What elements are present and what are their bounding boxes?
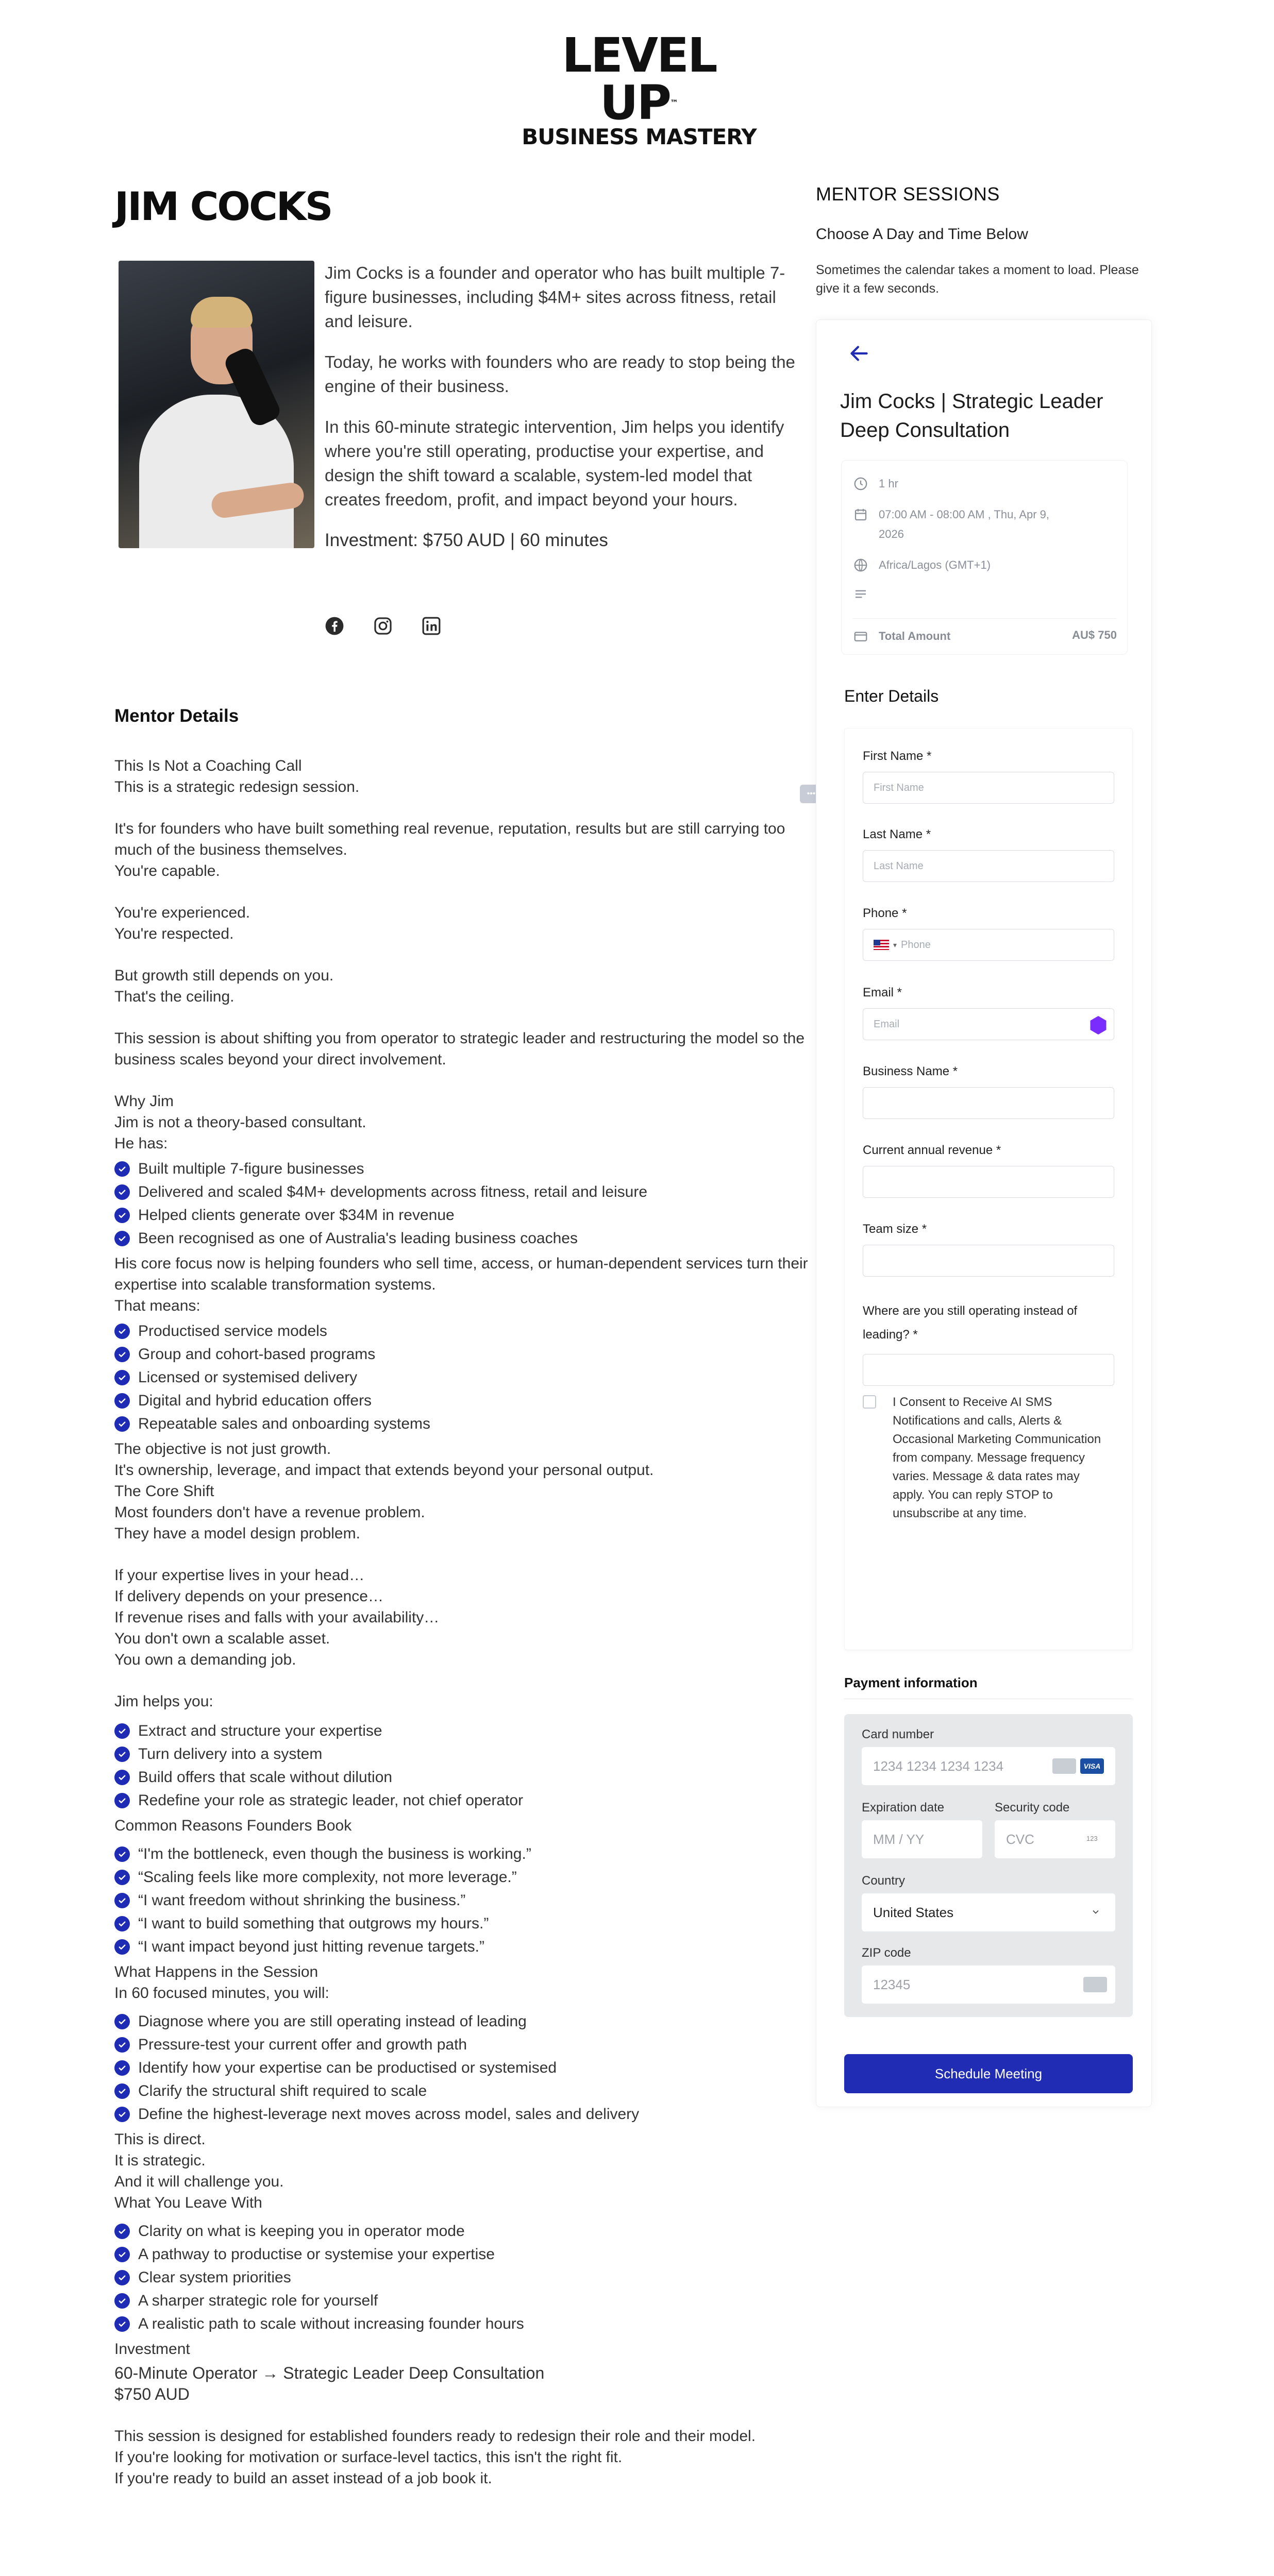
instagram-icon[interactable]	[373, 616, 393, 636]
investment-line: Investment: $750 AUD | 60 minutes	[325, 530, 608, 550]
email-input[interactable]	[863, 1008, 1114, 1040]
list-item	[114, 1180, 815, 1204]
list-item-text: “I want to build something that outgrows my hours.”	[138, 1915, 489, 1932]
revenue-field	[863, 1142, 1114, 1198]
list-item	[114, 1157, 815, 1180]
check-circle-icon	[114, 2247, 130, 2262]
details-paragraph: His core focus now is helping founders who sell time, access, or human-dependent services turn their expertise into scalable transformation systems. That means:	[114, 1255, 808, 1314]
check-circle-icon	[114, 2107, 130, 2122]
list-item-text: “Scaling feels like more complexity, not more leverage.”	[138, 1869, 517, 1886]
check-list	[114, 1719, 815, 1812]
list-item-text: Build offers that scale without dilution	[138, 1769, 393, 1786]
mentor-socials	[325, 616, 441, 636]
bio-paragraph: In this 60-minute strategic intervention, Jim helps you identify where you're still operating, productise your expertise, and design the shift toward a scalable, system-led model that creates freedom, profit, and impact beyond your hours.	[325, 417, 784, 509]
list-item-text: “I want freedom without shrinking the business.”	[138, 1892, 466, 1909]
card-number-placeholder: 1234 1234 1234 1234	[873, 1758, 1004, 1774]
check-circle-icon	[114, 1870, 130, 1885]
list-item	[114, 2312, 815, 2335]
last-name-field	[863, 826, 1114, 882]
revenue-label: Current annual revenue *	[863, 1143, 1001, 1157]
details-paragraph: Common Reasons Founders Book	[114, 1817, 352, 1834]
check-circle-icon	[114, 1416, 130, 1432]
details-paragraph: Jim helps you:	[114, 1693, 213, 1710]
check-circle-icon	[114, 1747, 130, 1762]
details-paragraph: You're experienced. You're respected.	[114, 904, 250, 942]
first-name-label: First Name *	[863, 749, 932, 763]
list-item-text: Been recognised as one of Australia's leading business coaches	[138, 1230, 578, 1247]
check-circle-icon	[114, 2293, 130, 2309]
check-circle-icon	[114, 1393, 130, 1409]
mentor-details	[114, 755, 815, 2510]
check-circle-icon	[114, 1770, 130, 1785]
list-item-text: Extract and structure your expertise	[138, 1722, 382, 1739]
list-item	[114, 1227, 815, 1250]
list-item	[114, 1742, 815, 1766]
email-field	[863, 985, 1114, 1040]
details-paragraph: Investment	[114, 2341, 190, 2358]
enter-details-title: Enter Details	[844, 687, 939, 705]
check-circle-icon	[114, 2316, 130, 2332]
check-circle-icon	[114, 2060, 130, 2076]
list-item	[114, 2266, 815, 2289]
list-item	[114, 2010, 815, 2033]
country-select[interactable]	[862, 1893, 1115, 1931]
list-item-text: Delivered and scaled $4M+ developments across fitness, retail and leisure	[138, 1183, 648, 1200]
visa-card-icon: VISA	[1080, 1758, 1104, 1774]
duration-text: 1 hr	[879, 477, 898, 490]
list-item	[114, 2289, 815, 2312]
menu-lines-icon	[853, 586, 868, 602]
details-paragraph: The objective is not just growth. It's ownership, leverage, and impact that extends beyond your personal output. The Core Shift Most founders don't have a revenue problem. They have a model design problem.	[114, 1440, 654, 1542]
list-item-text: “I'm the bottleneck, even though the business is working.”	[138, 1845, 531, 1862]
logo-tagline: BUSINESS MASTERY	[522, 124, 757, 149]
check-circle-icon	[114, 1939, 130, 1955]
card-icon	[853, 629, 868, 644]
consent-checkbox[interactable]	[863, 1395, 876, 1409]
list-item-text: A sharper strategic role for yourself	[138, 2292, 378, 2309]
list-item	[114, 2056, 815, 2079]
event-title: Jim Cocks | Strategic Leader Deep Consultation	[840, 390, 1103, 442]
check-circle-icon	[114, 1916, 130, 1931]
list-item	[114, 1319, 815, 1343]
booking-widget	[816, 319, 1152, 2107]
expiration-input[interactable]: MM / YY	[862, 1820, 982, 1858]
list-item-text: Built multiple 7-figure businesses	[138, 1160, 364, 1177]
generic-card-icon	[1052, 1758, 1076, 1774]
list-item-text: Turn delivery into a system	[138, 1745, 323, 1762]
chevron-down-icon[interactable]: ▾	[893, 940, 897, 949]
list-item-text: Digital and hybrid education offers	[138, 1392, 372, 1409]
details-paragraph: Why Jim Jim is not a theory-based consultant. He has:	[114, 1093, 366, 1152]
list-item	[114, 1719, 815, 1742]
last-name-label: Last Name *	[863, 827, 931, 841]
list-item	[114, 2033, 815, 2056]
list-item	[114, 1889, 815, 1912]
security-code-label: Security code	[995, 1801, 1070, 1815]
sessions-subtitle: Choose A Day and Time Below	[816, 226, 1028, 243]
list-item	[114, 1204, 815, 1227]
first-name-input[interactable]: First Name	[863, 772, 1114, 804]
team-size-label: Team size *	[863, 1222, 927, 1236]
mentor-details-title: Mentor Details	[114, 706, 239, 726]
details-paragraph: This session is about shifting you from operator to strategic leader and restructuring the model so the business scales beyond your direct involvement.	[114, 1030, 805, 1068]
list-item	[114, 1366, 815, 1389]
schedule-meeting-button[interactable]: Schedule Meeting	[844, 2054, 1133, 2093]
first-name-field	[863, 748, 1114, 804]
clock-icon	[853, 476, 868, 492]
security-code-input[interactable]	[995, 1820, 1115, 1858]
more-icon[interactable]: •••	[800, 785, 823, 803]
sessions-note: Sometimes the calendar takes a moment to load. Please give it a few seconds.	[816, 263, 1139, 296]
list-item-text: “I want impact beyond just hitting revenue targets.”	[138, 1938, 485, 1955]
duration-row	[853, 474, 898, 494]
brand-logo[interactable]	[515, 28, 763, 149]
cvc-placeholder: CVC	[1006, 1831, 1034, 1847]
list-item	[114, 2103, 815, 2126]
list-item-text: Pressure-test your current offer and growth path	[138, 2036, 467, 2053]
list-item	[114, 2243, 815, 2266]
phone-input[interactable]	[863, 929, 1114, 961]
check-circle-icon	[114, 1370, 130, 1385]
list-item-text: A pathway to productise or systemise your expertise	[138, 2246, 495, 2263]
details-paragraph: But growth still depends on you. That's the ceiling.	[114, 967, 334, 1005]
details-paragraph: If your expertise lives in your head… If delivery depends on your presence… If revenue rises and falls with your availability… You don't own a scalable asset. You own a demanding job.	[114, 1567, 440, 1668]
check-list	[114, 1157, 815, 1250]
chevron-down-icon	[1091, 1907, 1101, 1917]
business-name-field	[863, 1063, 1114, 1119]
check-circle-icon	[114, 1324, 130, 1339]
phone-label: Phone *	[863, 906, 907, 920]
back-arrow-icon[interactable]	[846, 341, 872, 366]
list-item-text: A realistic path to scale without increasing founder hours	[138, 2315, 524, 2332]
email-placeholder: Email	[874, 1018, 900, 1030]
operating-field	[863, 1299, 1114, 1386]
list-item	[114, 1412, 815, 1435]
phone-field	[863, 905, 1114, 961]
bio-paragraph: Today, he works with founders who are ready to stop being the engine of their business.	[325, 352, 795, 396]
check-list	[114, 1319, 815, 1435]
zip-input[interactable]	[862, 1965, 1115, 2004]
timezone-text: Africa/Lagos (GMT+1)	[879, 558, 991, 571]
list-item-text: Helped clients generate over $34M in revenue	[138, 1207, 455, 1224]
operating-input[interactable]	[863, 1354, 1114, 1386]
list-item-text: Productised service models	[138, 1323, 327, 1340]
check-circle-icon	[114, 1184, 130, 1200]
total-label: Total Amount	[879, 630, 951, 642]
list-item-text: Repeatable sales and onboarding systems	[138, 1415, 431, 1432]
zip-label: ZIP code	[862, 1946, 911, 1960]
datetime-text: 07:00 AM - 08:00 AM , Thu, Apr 9, 2026	[879, 508, 1050, 540]
country-label: Country	[862, 1874, 906, 1888]
us-flag-icon[interactable]	[874, 940, 889, 950]
business-name-label: Business Name *	[863, 1064, 958, 1078]
country-value: United States	[873, 1904, 954, 1920]
check-circle-icon	[114, 1208, 130, 1223]
list-item-text: Clarity on what is keeping you in operator mode	[138, 2223, 465, 2240]
list-item	[114, 1842, 815, 1866]
details-paragraph: This is direct. It is strategic. And it will challenge you. What You Leave With	[114, 2131, 284, 2211]
details-paragraph: 60-Minute Operator → Strategic Leader Deep Consultation $750 AUD	[114, 2364, 545, 2403]
revenue-input[interactable]	[863, 1166, 1114, 1198]
total-row	[853, 629, 1117, 644]
list-item-text: Clarify the structural shift required to scale	[138, 2082, 427, 2099]
check-circle-icon	[114, 1231, 130, 1246]
list-item	[114, 2219, 815, 2243]
sms-consent	[863, 1393, 1109, 1523]
booking-summary	[841, 460, 1128, 655]
list-item	[114, 1343, 815, 1366]
list-item	[114, 1935, 815, 1958]
last-name-input[interactable]: Last Name	[863, 850, 1114, 882]
consent-text: I Consent to Receive AI SMS Notifications and calls, Alerts & Occasional Marketing Communication from company. Message frequency varies. Message & data rates may apply. You can reply STOP to unsubscribe at any time.	[893, 1395, 1101, 1520]
autofill-card-icon	[1083, 1977, 1107, 1992]
check-circle-icon	[114, 2083, 130, 2099]
details-paragraph: What Happens in the Session In 60 focused minutes, you will:	[114, 1963, 329, 2002]
mentor-section	[114, 183, 815, 565]
total-value: AU$ 750	[1072, 629, 1117, 641]
bio-text	[325, 261, 799, 552]
team-size-field	[863, 1221, 1114, 1277]
card-number-input[interactable]	[862, 1747, 1115, 1785]
mentor-name: JIM COCKS	[114, 183, 332, 229]
list-item-text: Clear system priorities	[138, 2269, 291, 2286]
notes-row	[853, 584, 879, 602]
list-item-text: Define the highest-leverage next moves across model, sales and delivery	[138, 2106, 640, 2123]
zip-placeholder: 12345	[873, 1976, 911, 1992]
payment-form	[844, 1714, 1133, 2017]
business-name-input[interactable]	[863, 1087, 1114, 1119]
globe-icon	[853, 557, 868, 573]
list-item	[114, 1789, 815, 1812]
check-circle-icon	[114, 2014, 130, 2029]
facebook-icon[interactable]	[325, 616, 344, 636]
operating-label: Where are you still operating instead of leading? *	[863, 1304, 1078, 1342]
cvc-card-icon: 123	[1086, 1835, 1098, 1842]
list-item-text: Identify how your expertise can be productised or systemised	[138, 2059, 557, 2076]
sessions-title: MENTOR SESSIONS	[816, 183, 1000, 205]
sessions-section	[816, 183, 1156, 298]
list-item	[114, 2079, 815, 2103]
check-circle-icon	[114, 2224, 130, 2239]
list-item-text: Group and cohort-based programs	[138, 1346, 376, 1363]
check-circle-icon	[114, 2270, 130, 2285]
check-circle-icon	[114, 1347, 130, 1362]
linkedin-icon[interactable]	[422, 616, 441, 636]
check-circle-icon	[114, 1161, 130, 1177]
calendar-icon	[853, 507, 868, 522]
expiration-label: Expiration date	[862, 1801, 945, 1815]
list-item	[114, 1766, 815, 1789]
phone-placeholder: Phone	[901, 939, 931, 951]
list-item	[114, 1912, 815, 1935]
mentor-bio	[114, 261, 815, 565]
payment-title: Payment information	[844, 1675, 978, 1690]
check-list	[114, 2219, 815, 2335]
details-paragraph: It's for founders who have built something real revenue, reputation, results but are still carrying too much of the business themselves. You're capable.	[114, 820, 785, 879]
details-paragraph: This session is designed for established founders ready to redesign their role and their model. If you're looking for motivation or surface-level tactics, this isn't the right fit. If you're ready to build an asset instead of a job book it.	[114, 2428, 756, 2487]
check-list	[114, 2010, 815, 2126]
list-item-text: Licensed or systemised delivery	[138, 1369, 358, 1386]
check-list	[114, 1842, 815, 1958]
check-circle-icon	[114, 1846, 130, 1862]
check-circle-icon	[114, 1723, 130, 1739]
list-item	[114, 1866, 815, 1889]
check-circle-icon	[114, 2037, 130, 2053]
autofill-icon[interactable]	[1089, 1016, 1108, 1035]
card-number-label: Card number	[862, 1727, 934, 1741]
email-label: Email *	[863, 986, 902, 999]
bio-paragraph: Jim Cocks is a founder and operator who has built multiple 7-figure businesses, including $4M+ sites across fitness, retail and leisure.	[325, 263, 785, 331]
timezone-row	[853, 555, 991, 575]
team-size-input[interactable]	[863, 1245, 1114, 1277]
mentor-photo	[119, 261, 314, 548]
list-item-text: Diagnose where you are still operating instead of leading	[138, 2013, 527, 2030]
check-circle-icon	[114, 1793, 130, 1808]
logo-wordmark: LEVEL UP™	[562, 28, 716, 130]
datetime-row	[853, 505, 1069, 544]
details-paragraph: This Is Not a Coaching Call This is a strategic redesign session.	[114, 757, 360, 795]
details-form	[844, 728, 1133, 1650]
list-item-text: Redefine your role as strategic leader, not chief operator	[138, 1792, 524, 1809]
check-circle-icon	[114, 1893, 130, 1908]
list-item	[114, 1389, 815, 1412]
